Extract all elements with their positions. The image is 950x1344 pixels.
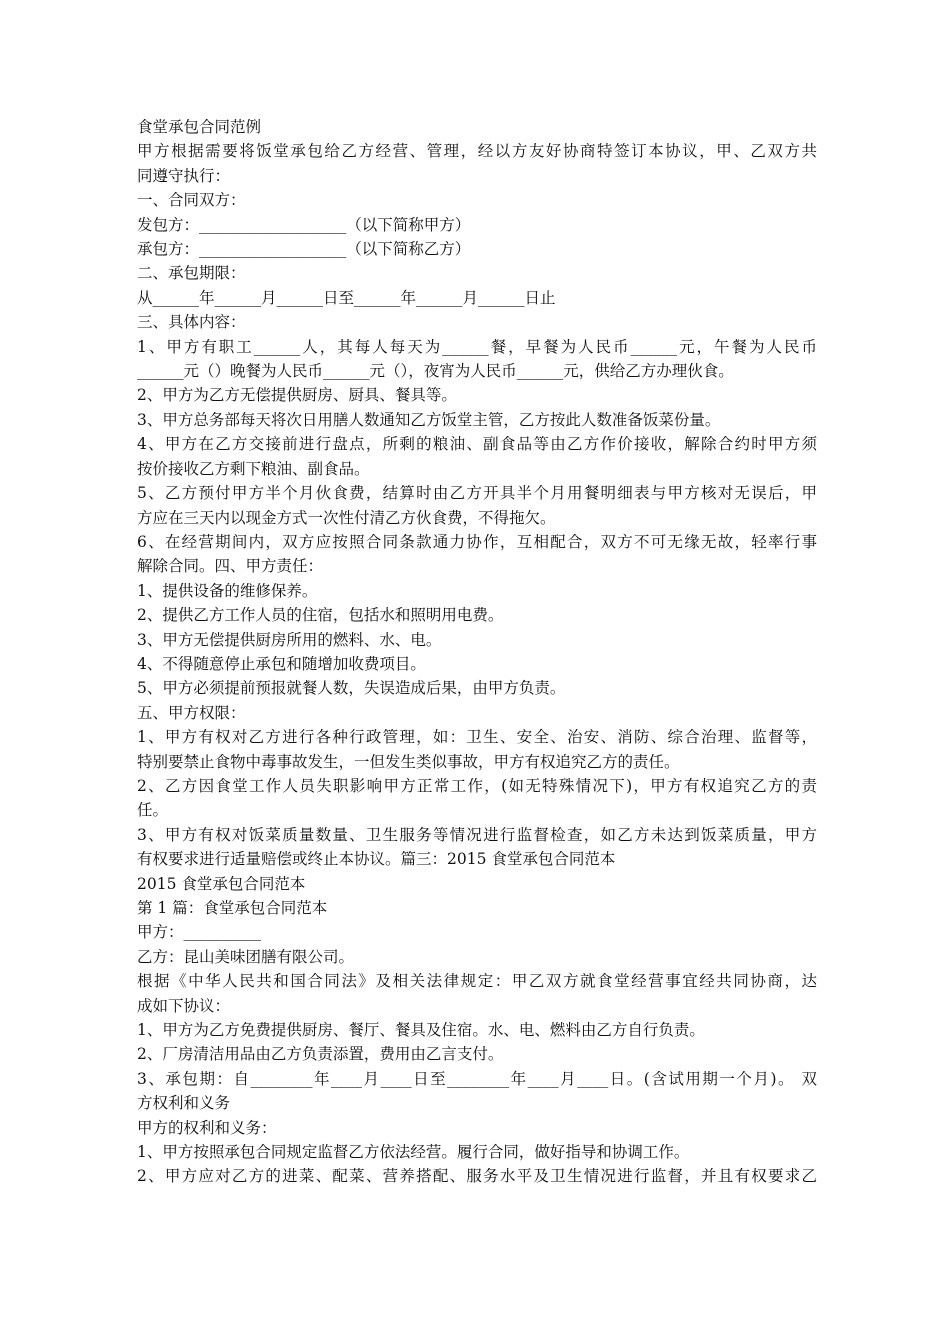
text-line: 发包方：___________________（以下简称甲方） xyxy=(137,215,471,234)
text-line: 乙方：昆山美味团膳有限公司。 xyxy=(137,947,355,966)
text-line: 1、甲方有职工______人，其每人每天为______餐，早餐为人民币______元，午餐为人民币 xyxy=(137,337,817,356)
text-line: 方应在三天内以现金方式一次性付清乙方伙食费，不得拖欠。 xyxy=(137,508,556,527)
text-line: ______元（）晚餐为人民币______元（），夜宵为人民币______元，供给乙方办理伙食。 xyxy=(137,362,734,381)
text-line: 特别要禁止食物中毒事故发生，一但发生类似事故，甲方有权追究乙方的责任。 xyxy=(137,752,680,771)
text-line: 根据《中华人民共和国合同法》及相关法律规定：甲乙双方就食堂经营事宜经共同协商，达 xyxy=(137,972,817,991)
text-line: 一、合同双方： xyxy=(137,191,246,210)
text-line: 第 1 篇：食堂承包合同范本 xyxy=(137,899,328,917)
text-line: 甲方的权利和义务： xyxy=(137,1118,277,1137)
text-line: 按价接收乙方剩下粮油、副食品。 xyxy=(137,459,370,478)
text-line: 甲方根据需要将饭堂承包给乙方经营、管理，经以方友好协商特签订本协议，甲、乙双方共 xyxy=(137,142,817,161)
text-line: 3、甲方总务部每天将次日用膳人数通知乙方饭堂主管，乙方按此人数准备饭菜份量。 xyxy=(137,410,721,429)
text-line: 三、具体内容： xyxy=(137,313,246,332)
document-body xyxy=(137,115,817,1189)
text-line: 2、厂房清洁用品由乙方负责添置，费用由乙言支付。 xyxy=(137,1045,504,1064)
text-line: 2、乙方因食堂工作人员失职影响甲方正常工作，(如无特殊情况下)，甲方有权追究乙方的责 xyxy=(137,776,817,795)
text-line: 承包方：___________________（以下简称乙方） xyxy=(137,240,471,259)
text-line: 1、甲方按照承包合同规定监督乙方依法经营。履行合同，做好指导和协调工作。 xyxy=(137,1143,690,1162)
text-line: 五、甲方权限： xyxy=(137,703,246,722)
text-line: 1、提供设备的维修保养。 xyxy=(137,581,318,600)
text-line: 5、甲方必须提前预报就餐人数，失误造成后果，由甲方负责。 xyxy=(137,679,566,698)
text-line: 2、甲方应对乙方的进菜、配菜、营养搭配、服务水平及卫生情况进行监督，并且有权要求乙 xyxy=(137,1167,817,1186)
text-line: 6、在经营期间内，双方应按照合同条款通力协作，互相配合，双方不可无缘无故，轻率行事 xyxy=(137,532,817,551)
text-line: 食堂承包合同范例 xyxy=(137,118,262,136)
text-line: 5、乙方预付甲方半个月伙食费，结算时由乙方开具半个月用餐明细表与甲方核对无误后，甲 xyxy=(137,484,817,503)
text-line: 二、承包期限： xyxy=(137,264,246,283)
text-line: 成如下协议： xyxy=(137,996,231,1015)
text-line: 3、甲方有权对饭菜质量数量、卫生服务等情况进行监督检查，如乙方未达到饭菜质量，甲方 xyxy=(137,825,817,844)
text-line: 2015 食堂承包合同范本 xyxy=(137,874,306,893)
text-line: 3、甲方无偿提供厨房所用的燃料、水、电。 xyxy=(137,630,442,649)
text-line: 甲方：__________ xyxy=(137,923,262,942)
text-line: 2、甲方为乙方无偿提供厨房、厨具、餐具等。 xyxy=(137,386,457,405)
text-line: 任。 xyxy=(137,801,169,820)
text-line: 1、甲方有权对乙方进行各种行政管理，如：卫生、安全、治安、消防、综合治理、监督等， xyxy=(137,728,817,747)
text-line: 解除合同。四、甲方责任： xyxy=(137,557,324,576)
text-line: 同遵守执行： xyxy=(137,166,231,185)
text-line: 2、提供乙方工作人员的住宿，包括水和照明用电费。 xyxy=(137,606,504,625)
text-line: 有权要求进行适量赔偿或终止本协议。篇三：2015 食堂承包合同范本 xyxy=(137,850,616,869)
text-line: 4、甲方在乙方交接前进行盘点，所剩的粮油、副食品等由乙方作价接收，解除合约时甲方须 xyxy=(137,435,817,454)
text-line: 从______年______月______日至______年______月______日止 xyxy=(137,288,556,307)
text-line: 1、甲方为乙方免费提供厨房、餐厅、餐具及住宿。水、电、燃料由乙方自行负责。 xyxy=(137,1021,705,1040)
text-line: 3、承包期：自________年____月____日至________年____月____日。(含试用期一个月)。 双 xyxy=(137,1069,817,1088)
text-line: 4、不得随意停止承包和随增加收费项目。 xyxy=(137,654,426,673)
text-line: 方权利和义务 xyxy=(137,1094,231,1113)
